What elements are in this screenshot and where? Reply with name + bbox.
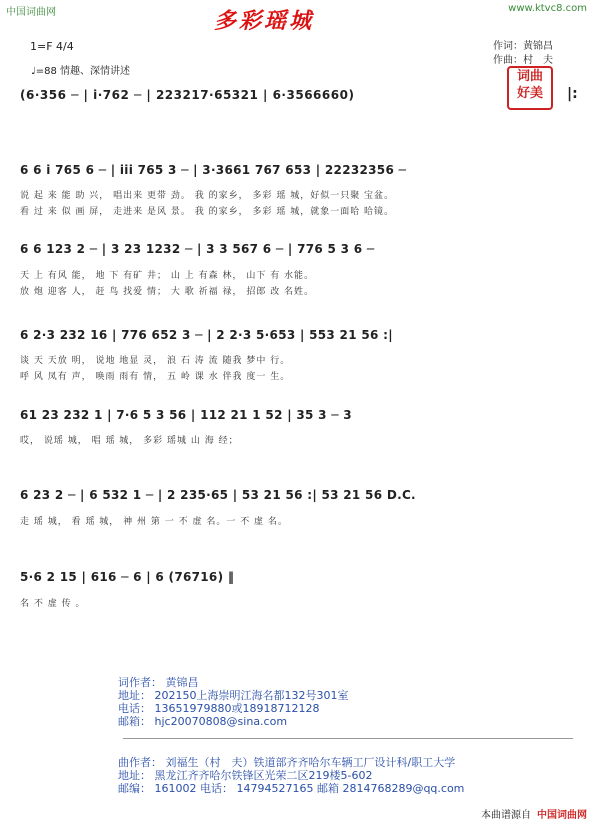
system-3-lyric-2: 呼 风 凤有 声， 唤雨 雨有 情， 五 岭 课 水 伴我 度一 生。 xyxy=(20,372,291,382)
system-1-notes: 6 6 i 765 6 ─ | iii 765 3 ─ | 3·3661 767 653 | 22232356 ─ xyxy=(20,163,407,177)
credits-block xyxy=(493,40,553,68)
system-5-lyric-1: 走 瑶 城， 看 瑶 城， 神 州 第 一 不 虚 名。一 不 虚 名。 xyxy=(20,517,288,527)
system-6-lyric-1: 名 不 虚 传 。 xyxy=(20,599,86,609)
seal-stamp: 词曲 好美 xyxy=(507,66,553,110)
song-title: 多彩瑶城 xyxy=(214,8,315,34)
intro-notes: (6·356 ─ | i·762 ─ | 223217·65321 | 6·3566660) xyxy=(20,88,355,102)
site-logo-left[interactable]: 中国词曲网 xyxy=(6,7,56,18)
system-1-lyric-1: 说 起 来 能 助 兴， 唱出来 更带 劲。 我 的家乡， 多彩 瑶 城，好似一只聚 宝盆。 xyxy=(20,191,395,201)
composer-name: 曲作者： 刘福生（村 夫）铁道部齐齐哈尔车辆工厂设计科/职工大学 xyxy=(118,756,456,769)
lyricist-email[interactable]: 邮箱： hjc20070808@sina.com xyxy=(118,715,288,728)
footer-divider xyxy=(123,738,573,739)
lyricist-address: 地址： 202150上海崇明江海名都132号301室 xyxy=(118,689,349,702)
key-signature: 1=F 4/4 xyxy=(30,40,74,53)
composer-credit: 作曲：村 夫 xyxy=(493,55,553,66)
lyricist-phone: 电话： 13651979880或18918712128 xyxy=(118,702,320,715)
system-1-lyric-2: 看 过 来 似 画 屏， 走进来 是风 景。 我 的家乡， 多彩 瑶 城，就象一面哈 哈镜。 xyxy=(20,207,395,217)
footer-lyricist xyxy=(118,676,348,728)
system-2-lyric-2: 放 炮 迎客 人， 赶 鸟 找爱 情； 大 歌 祈福 禄， 招郎 改 名姓。 xyxy=(20,287,315,297)
tempo-marking: ♩=88 情趣、深情讲述 xyxy=(31,66,130,77)
lyricist-credit: 作词：黄锦昌 xyxy=(493,41,553,52)
source-label: 本曲谱源自 xyxy=(481,810,531,821)
system-4-notes: 61 23 232 1 | 7·6 5 3 56 | 112 21 1 52 | 35 3 ─ 3 xyxy=(20,408,352,422)
site-url-right[interactable]: www.ktvc8.com xyxy=(508,3,587,14)
system-3-notes: 6 2·3 232 16 | 776 652 3 ─ | 2 2·3 5·653 | 553 21 56 :| xyxy=(20,328,393,342)
footer-composer xyxy=(118,756,464,795)
system-4-lyric-1: 哎， 说瑶 城， 唱 瑶 城， 多彩 瑶城 山 海 经； xyxy=(20,436,239,446)
source-tag[interactable] xyxy=(481,806,587,821)
system-2-notes: 6 6 123 2 ─ | 3 23 1232 ─ | 3 3 567 6 ─ | 776 5 3 6 ─ xyxy=(20,242,375,256)
composer-contact[interactable]: 邮编： 161002 电话： 14794527165 邮箱 2814768289@qq.com xyxy=(118,782,465,795)
composer-address: 地址： 黑龙江齐齐哈尔铁锋区光荣二区219楼5-602 xyxy=(118,769,373,782)
lyricist-name: 词作者： 黄锦昌 xyxy=(118,676,199,689)
system-2-lyric-1: 天 上 有风 能， 地 下 有矿 井； 山 上 有森 林， 山下 有 水能。 xyxy=(20,271,315,281)
source-brand[interactable]: 中国词曲网 xyxy=(537,810,587,821)
repeat-start-sign: |: xyxy=(567,86,578,102)
system-3-lyric-1: 谈 天 天放 明， 说地 地显 灵， 浪 石 涛 流 随我 梦中 行。 xyxy=(20,356,291,366)
system-6-notes: 5·6 2 15 | 616 ─ 6 | 6 (76716) ‖ xyxy=(20,570,235,584)
system-5-notes: 6 23 2 ─ | 6 532 1 ─ | 2 235·65 | 53 21 56 :| 53 21 56 D.C. xyxy=(20,488,416,502)
